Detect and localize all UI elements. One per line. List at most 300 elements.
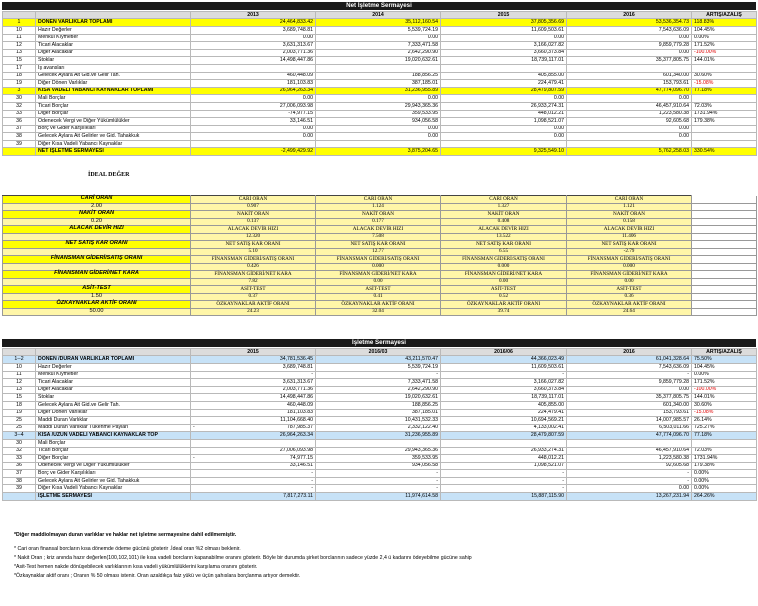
value-cell: [191, 140, 316, 148]
value-text: -: [311, 485, 313, 492]
value-cell: [316, 102, 441, 110]
account-label: [36, 470, 191, 478]
value-text: 26,933,274.31: [530, 447, 564, 454]
change-percent: 330.54%: [692, 148, 757, 156]
table-row: [3, 102, 757, 110]
value-cell: [567, 140, 692, 148]
value-cell: [567, 493, 692, 501]
ratio-name: FİNANSMAN GİDERİ/NET KARA: [3, 271, 191, 279]
value-cell: [441, 57, 567, 65]
value-text: -: [562, 485, 564, 492]
value-text: 359,533.95: [412, 454, 438, 461]
ratio-spacer: [692, 203, 757, 211]
ratio-value: 1.121: [567, 203, 692, 211]
value-text: 47,774,096.70: [655, 87, 689, 94]
value-cell: [191, 477, 316, 485]
account-label: [36, 64, 191, 72]
account-code: 15: [3, 394, 36, 402]
value-cell: [441, 379, 567, 387]
ratio-column-label: CARİ ORAN: [441, 196, 567, 204]
value-cell: [441, 386, 567, 394]
column-header: ARTIŞ/AZALIŞ: [692, 349, 757, 356]
account-label-text: Ödenecek Vergi ve Diğer Yükümlülükler: [38, 117, 130, 124]
account-label: [36, 148, 191, 156]
value-text: 10,431,532.33: [404, 416, 438, 423]
ratio-spacer: [692, 293, 757, 301]
ratio-value: 1.124: [316, 203, 441, 211]
account-code: 36: [3, 462, 36, 470]
column-header: [36, 349, 191, 356]
account-label-text: Hazır Değerler: [38, 26, 72, 33]
account-label-text: İŞLETME SERMAYESİ: [38, 492, 92, 499]
value-cell: [316, 133, 441, 141]
value-cell: [567, 95, 692, 103]
account-label-text: Maddi Duran Varlıklar Tükenme Payları: [38, 424, 129, 431]
footnote: *Özkaynaklar aktif oranı ; Oranın % 50 olması istenir. Oran azaldıkça faiz yükü ve üçün şahıslara borçlanma artıyor demektir.: [14, 572, 301, 579]
ratio-value: 1.327: [441, 203, 567, 211]
value-cell: [316, 379, 441, 387]
footnote: * Cari oran finansal borcların kısa dönemde ödeme gücünü gösterir .İdeal oran %2 olması beklenir.: [14, 546, 241, 553]
table-row: [3, 87, 757, 95]
column-header: 2016/06: [441, 349, 567, 356]
value-cell: [191, 95, 316, 103]
value-cell: [316, 26, 441, 34]
value-cell: [191, 371, 316, 379]
account-code: 1: [3, 19, 36, 27]
account-label: [36, 477, 191, 485]
value-cell: [567, 125, 692, 133]
ratio-spacer: [692, 248, 757, 256]
ratio-value: 0.00: [567, 278, 692, 286]
value-cell: [441, 95, 567, 103]
value-cell: [191, 64, 316, 72]
ratio-column-label: NET SATIŞ KAR ORANI: [441, 241, 567, 249]
account-label: [36, 409, 191, 417]
value-cell: [441, 394, 567, 402]
value-text: 14,498,447.86: [279, 394, 313, 401]
value-cell: [316, 80, 441, 88]
value-cell: [316, 57, 441, 65]
ratio-column-label: NAKİT ORAN: [567, 211, 692, 219]
account-code: 19: [3, 409, 36, 417]
value-text: 3,660,373.84: [533, 49, 564, 56]
change-percent: 179.38%: [692, 118, 757, 126]
value-cell: [316, 477, 441, 485]
value-text: 3,660,373.84: [533, 386, 564, 393]
value-text: 5,539,724.19: [407, 363, 438, 370]
value-text: 5,762,258.03: [658, 148, 689, 155]
value-cell: [316, 87, 441, 95]
change-percent: 0.00%: [692, 485, 757, 493]
value-text: 18,739,117.01: [531, 394, 564, 401]
ratio-value: 0.52: [441, 293, 567, 301]
ratio-column-label: FİNANSMAN GİDERİ/NET KARA: [567, 271, 692, 279]
ratio-column-label: NET SATIŞ KAR ORANI: [316, 241, 441, 249]
ratio-value: 12.320: [191, 233, 316, 241]
account-code: 25: [3, 424, 36, 432]
value-text: -: [436, 371, 438, 378]
value-text: 359,533.95: [412, 110, 438, 117]
value-cell: [191, 401, 316, 409]
value-text: 0.00: [427, 34, 438, 41]
account-label-text: DÖNEN /DURAN VARLIKLAR TOPLAMI: [38, 356, 135, 363]
value-text: 7,543,636.09: [658, 26, 689, 33]
value-text: 0.00: [678, 34, 689, 41]
account-code: 19: [3, 80, 36, 88]
value-cell: [567, 80, 692, 88]
account-label-text: Gelecek Aylara Ait Gelirler ve Gid. Tahakkuk: [38, 477, 140, 484]
value-text: -: [562, 371, 564, 378]
account-label: [36, 102, 191, 110]
value-text: 0.00: [678, 125, 689, 132]
account-label-text: Borç ve Gider Karşılıkları: [38, 469, 96, 476]
value-cell: [441, 470, 567, 478]
ratio-column-label: ÖZKAYNAKLAR AKTİF ORANI: [316, 301, 441, 309]
value-cell: [191, 34, 316, 42]
value-text: 31,236,955.89: [404, 87, 438, 94]
ratio-value: 24.23: [191, 308, 316, 316]
value-text: 61,041,328.64: [655, 356, 689, 363]
value-text: 2,003,771.36: [282, 386, 313, 393]
account-code: 3--4: [3, 432, 36, 440]
account-code: [3, 493, 36, 501]
value-text: 2,642,290.90: [407, 49, 438, 56]
change-percent: [692, 64, 757, 72]
account-label-text: Maddi Duran Varlıklar: [38, 416, 88, 423]
value-cell: [567, 87, 692, 95]
account-label-text: Diğer Kısa Vadeli Yabancı Kaynaklar: [38, 485, 123, 492]
ratio-name-row: [3, 301, 757, 309]
value-text: 3,631,313.67: [282, 378, 313, 385]
account-label-text: Ticari Borçlar: [38, 447, 69, 454]
account-label: [36, 133, 191, 141]
value-text: 53,536,354.73: [655, 19, 689, 26]
value-text: 35,112,160.54: [405, 19, 438, 26]
value-cell: [567, 417, 692, 425]
value-text: 35,377,805.75: [655, 57, 689, 64]
value-text: 19,020,632.61: [404, 57, 438, 64]
change-percent: -15.08%: [692, 409, 757, 417]
value-cell: [191, 447, 316, 455]
value-text: 0.00: [553, 95, 564, 102]
value-cell: [191, 49, 316, 57]
value-text: 601,340.00: [663, 72, 689, 79]
value-text: -: [687, 477, 689, 484]
table-row: [3, 424, 757, 432]
value-text: 10,694,569.21: [530, 416, 564, 423]
value-cell: [316, 42, 441, 50]
ratio-spacer: [692, 256, 757, 264]
account-label-text: Menkul Kıymetler: [38, 371, 79, 378]
ratio-name: CARİ ORAN: [3, 196, 191, 204]
value-cell: [567, 363, 692, 371]
value-text: 29,943,365.36: [404, 447, 438, 454]
value-text: 0.00: [302, 34, 313, 41]
value-cell: [191, 72, 316, 80]
value-cell: [567, 356, 692, 364]
value-cell: [316, 424, 441, 432]
value-text: 3,689,748.81: [282, 26, 313, 33]
table-row: [3, 485, 757, 493]
value-cell: [316, 470, 441, 478]
account-label: [36, 447, 191, 455]
account-code: 12: [3, 42, 36, 50]
value-text: 387,185.01: [412, 79, 438, 86]
ratio-name: ÖZKAYNAKLAR AKTİF ORANI: [3, 301, 191, 309]
value-text: 934,056.58: [412, 117, 438, 124]
value-text: 74,977.15: [289, 454, 313, 461]
value-cell: [316, 125, 441, 133]
value-text: 2,332,122.40: [407, 424, 438, 431]
net-working-capital-table: [2, 11, 757, 156]
ratio-name: ASİT-TEST: [3, 286, 191, 294]
value-cell: [191, 386, 316, 394]
account-code: 1--2: [3, 356, 36, 364]
value-cell: [191, 462, 316, 470]
value-text: 2,642,290.90: [407, 386, 438, 393]
account-code: 18: [3, 401, 36, 409]
value-text: 3,166,027.82: [533, 378, 564, 385]
ratio-spacer: [692, 226, 757, 234]
table-row: [3, 34, 757, 42]
table-row: [3, 49, 757, 57]
value-text: 26,933,274.31: [530, 102, 564, 109]
ratio-value: 0.408: [441, 218, 567, 226]
ratio-column-label: ÖZKAYNAKLAR AKTİF ORANI: [567, 301, 692, 309]
value-cell: [441, 356, 567, 364]
account-label: [36, 485, 191, 493]
value-text: 3,689,748.81: [282, 363, 313, 370]
value-text: 3,166,027.82: [533, 41, 564, 48]
change-percent: 179.38%: [692, 462, 757, 470]
net-working-capital-title: Net İşletme Sermayesi: [2, 2, 756, 10]
value-text: 0.00: [678, 49, 689, 56]
account-label-text: Gelecek Aylara Ait Gelirler ve Gid. Tahakkuk: [38, 132, 140, 139]
change-percent: 77.18%: [692, 432, 757, 440]
ratio-value: 11.406: [567, 233, 692, 241]
footnote: *Diğer maddiolmayan duran varlıklar ve haklar net işletme sermayesine dahil edilmemiştir.: [14, 532, 237, 538]
value-text: 153,793.61: [663, 409, 689, 416]
value-text: 3,631,313.67: [282, 41, 313, 48]
value-text: 34,781,536.45: [279, 356, 313, 363]
value-text: -: [436, 469, 438, 476]
value-cell: [316, 485, 441, 493]
ratio-name: FİNANSMAN GİDERİ/SATIŞ ORANI: [3, 256, 191, 264]
value-cell: [441, 432, 567, 440]
ratio-value: 13.522: [441, 233, 567, 241]
change-percent: 118.83%: [692, 19, 757, 27]
account-label-text: Diğer Kısa Vadeli Yabancı Kaynaklar: [38, 140, 123, 147]
column-header: [3, 12, 36, 19]
value-cell: [191, 379, 316, 387]
value-text: -: [562, 477, 564, 484]
value-text: 29,943,365.36: [404, 102, 438, 109]
value-cell: [316, 140, 441, 148]
account-code: 15: [3, 57, 36, 65]
account-label: [36, 19, 191, 27]
account-label-text: Diğer Dönen Varlıklar: [38, 409, 88, 416]
value-text: 46,457,910.64: [655, 447, 689, 454]
column-header: 2015: [441, 12, 567, 19]
value-text: -: [311, 469, 313, 476]
value-cell: [567, 424, 692, 432]
table-row: [3, 417, 757, 425]
account-label-text: NET İŞLETME SERMAYESİ: [38, 148, 104, 155]
account-label: [36, 125, 191, 133]
account-label-text: Diğer Borçlar: [38, 454, 69, 461]
leading-dash: -: [193, 424, 195, 431]
value-cell: [441, 72, 567, 80]
account-label-text: Mali Borçlar: [38, 439, 66, 446]
account-code: 13: [3, 386, 36, 394]
account-label-text: Ticari Alacaklar: [38, 378, 73, 385]
ratio-value-row: [3, 233, 757, 241]
account-label: [36, 118, 191, 126]
ratio-column-label: ALACAK DEVİR HIZI: [316, 226, 441, 234]
account-label: [36, 386, 191, 394]
value-cell: [316, 34, 441, 42]
value-cell: [441, 477, 567, 485]
account-label-text: Mali Borçlar: [38, 95, 66, 102]
value-cell: [567, 462, 692, 470]
ratio-spacer: [692, 278, 757, 286]
value-cell: [441, 102, 567, 110]
column-header: 2016: [567, 12, 692, 19]
value-cell: [441, 125, 567, 133]
value-cell: [567, 409, 692, 417]
ratio-spacer: [692, 196, 757, 204]
ratio-name-row: [3, 226, 757, 234]
ratio-value: 7.82: [191, 278, 316, 286]
value-text: 37,805,356.69: [530, 19, 564, 26]
change-percent: 0.00%: [692, 477, 757, 485]
account-label-text: KISA /UZUN VADELİ YABANCI KAYNAKLAR TOP: [38, 432, 158, 439]
value-text: 14,007,985.57: [655, 416, 689, 423]
value-cell: [567, 110, 692, 118]
value-text: 7,543,636.09: [658, 363, 689, 370]
ratio-column-label: ASİT-TEST: [316, 286, 441, 294]
value-text: 2,003,771.36: [282, 49, 313, 56]
change-percent: [692, 439, 757, 447]
value-text: 13,267,231.94: [655, 492, 689, 499]
value-cell: [567, 455, 692, 463]
ratio-value: 5.10: [191, 248, 316, 256]
value-cell: [191, 57, 316, 65]
column-header: 2013: [191, 12, 316, 19]
value-text: -: [436, 485, 438, 492]
value-text: 26,964,263.34: [279, 87, 313, 94]
value-cell: [191, 19, 316, 27]
value-text: 181,103.83: [287, 79, 313, 86]
value-text: -: [436, 477, 438, 484]
table-row: [3, 42, 757, 50]
change-percent: 72.03%: [692, 102, 757, 110]
value-cell: [441, 140, 567, 148]
account-label: [36, 42, 191, 50]
value-text: 188,856.25: [412, 401, 438, 408]
value-text: 153,793.61: [663, 79, 689, 86]
table-row: [3, 493, 757, 501]
change-percent: 104.45%: [692, 26, 757, 34]
value-cell: [441, 49, 567, 57]
value-cell: [191, 455, 316, 463]
value-cell: [567, 148, 692, 156]
table-row: [3, 386, 757, 394]
value-text: 26,964,263.34: [279, 432, 313, 439]
value-text: 787,985.37: [287, 424, 313, 431]
value-cell: [191, 110, 316, 118]
account-label: [36, 363, 191, 371]
change-percent: 72.03%: [692, 447, 757, 455]
value-text: 33,146.51: [289, 462, 313, 469]
value-text: 405,855.00: [538, 72, 564, 79]
value-cell: [191, 26, 316, 34]
account-label: [36, 26, 191, 34]
ratio-value: 12.77: [316, 248, 441, 256]
ratio-name-row: [3, 196, 757, 204]
account-code: 39: [3, 140, 36, 148]
value-text: 1,098,521.07: [533, 117, 564, 124]
value-cell: [441, 455, 567, 463]
account-label: [36, 110, 191, 118]
value-text: 460,448.09: [287, 401, 313, 408]
table-row: [3, 477, 757, 485]
value-text: 0.00: [678, 485, 689, 492]
change-percent: -100.00%: [692, 49, 757, 57]
change-percent: [692, 133, 757, 141]
value-cell: [191, 102, 316, 110]
value-text: -: [562, 469, 564, 476]
value-text: 43,211,570.47: [405, 356, 438, 363]
footnotes: [14, 533, 754, 583]
ratio-value: 0.000: [567, 263, 692, 271]
ratio-value: 0.000: [441, 263, 567, 271]
column-header: 2016: [567, 349, 692, 356]
change-percent: [692, 95, 757, 103]
table-row: [3, 401, 757, 409]
account-label-text: Ticari Borçlar: [38, 102, 69, 109]
value-cell: [567, 401, 692, 409]
ratio-value: 32.04: [316, 308, 441, 316]
value-cell: [567, 42, 692, 50]
table-row: [3, 110, 757, 118]
value-text: 0.00: [427, 125, 438, 132]
ratio-value: -2.79: [567, 248, 692, 256]
value-cell: [567, 19, 692, 27]
ratio-value: 6.55: [441, 248, 567, 256]
value-cell: [316, 95, 441, 103]
value-cell: [316, 432, 441, 440]
value-cell: [191, 424, 316, 432]
value-cell: [441, 118, 567, 126]
account-label: [36, 72, 191, 80]
value-cell: [191, 133, 316, 141]
account-label: [36, 401, 191, 409]
value-cell: [441, 19, 567, 27]
change-percent: 144.01%: [692, 394, 757, 402]
ratio-spacer: [692, 271, 757, 279]
value-cell: [567, 485, 692, 493]
ratio-name-row: [3, 271, 757, 279]
value-cell: [191, 394, 316, 402]
value-cell: [191, 432, 316, 440]
value-text: 448,012.21: [538, 110, 564, 117]
ratio-spacer: [692, 286, 757, 294]
account-code: 33: [3, 455, 36, 463]
value-cell: [316, 417, 441, 425]
change-percent: -15.08%: [692, 80, 757, 88]
value-text: 0.00: [553, 125, 564, 132]
